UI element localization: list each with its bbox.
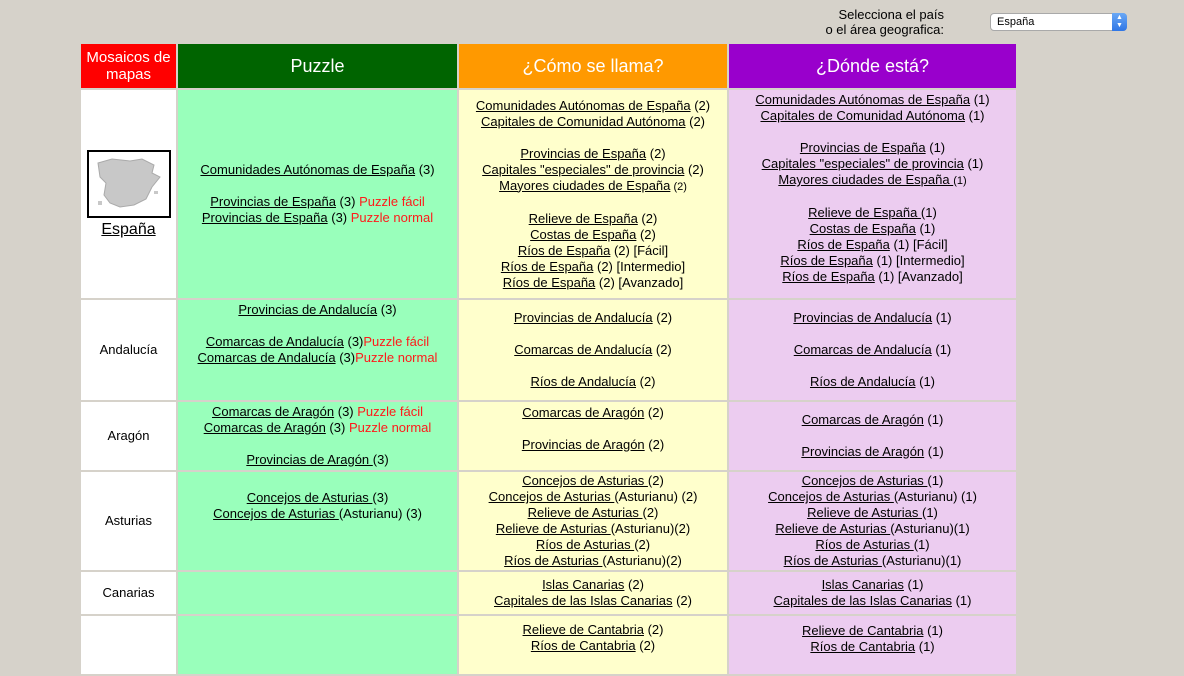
link[interactable]: Comunidades Autónomas de España [755,92,971,107]
link[interactable]: Ríos de España [797,237,890,252]
link[interactable]: Ríos de Cantabria [810,639,916,654]
list-item: Comarcas de Andalucía (1) [793,342,952,357]
list-item: Costas de España (2) [530,226,656,242]
link[interactable]: Provincias de Andalucía [238,302,378,317]
list-item: Comarcas de Andalucía (3)Puzzle normal [197,350,438,365]
list-item: Capitales "especiales" de provincia (1) [761,156,984,171]
list-item: Concejos de Asturias (Asturianu) (1) [768,489,977,504]
area-cell-andalucia: Andalucía [80,299,177,401]
list-item: Provincias de Andalucía (1) [793,310,952,325]
link-provincias-puzzle-normal[interactable]: Provincias de España [201,210,328,225]
link-provincias-puzzle-facil[interactable]: Provincias de España [210,194,336,209]
puzzle-facil-link[interactable]: Puzzle fácil [363,334,430,349]
area-cell-asturias: Asturias [80,471,177,571]
spain-map-icon [92,155,164,211]
table-row-andalucia [80,299,1017,401]
link[interactable]: Concejos de Asturias [246,490,373,505]
list-item: Comarcas de Aragón (2) [522,405,664,420]
list-item: Concejos de Asturias (1) [801,473,944,488]
donde-cell-aragon [728,401,1017,471]
donde-cell-asturias [728,471,1017,571]
table-row-canarias [80,571,1017,615]
como-cell-asturias [458,471,728,571]
list-item: Ríos de España (1) [Avanzado] [782,269,963,284]
area-link-espana[interactable]: España [101,221,156,238]
map-games-table [79,42,1018,676]
list-item: Mayores ciudades de España (2) [499,177,687,193]
header-row [80,43,1017,89]
link[interactable]: Ríos de Cantabria [530,638,636,653]
area-cell-cantabria [80,615,177,675]
list-item: Ríos de España (1) [Fácil] [797,237,948,252]
link[interactable]: Provincias de Andalucía [513,310,653,325]
link[interactable]: Ríos de Andalucía [530,374,637,389]
list-item: Ríos de Asturias (2) [535,537,651,552]
link[interactable]: Comarcas de Aragón [203,420,326,435]
link[interactable]: Comarcas de Andalucía [514,342,653,357]
como-cell-canarias [458,571,728,615]
link[interactable]: Ríos de Asturias [815,537,914,552]
list-item: Ríos de España (2) [Avanzado] [502,274,684,290]
link[interactable]: Ríos de España [502,274,596,290]
donde-cell-canarias [728,571,1017,615]
list-item: Relieve de Asturias (Asturianu)(2) [495,521,691,536]
link[interactable]: Relieve de España [528,210,638,226]
link[interactable]: Comarcas de Aragón [212,404,335,419]
list-item: Ríos de España (1) [Intermedio] [780,253,965,268]
link-comunidades-autonomas-puzzle[interactable]: Comunidades Autónomas de España [200,162,416,177]
list-item: Ríos de Asturias (1) [815,537,930,552]
link[interactable]: Relieve de Cantabria [802,623,924,638]
link[interactable]: Ríos de España [782,269,875,284]
select-updown-arrow-icon: ▲ ▼ [1112,13,1127,31]
link[interactable]: Ríos de Andalucía [809,374,916,389]
link[interactable]: Capitales "especiales" de provincia [761,156,964,171]
link[interactable]: Relieve de Asturias [807,505,922,520]
link[interactable]: Ríos de Asturias [504,553,603,568]
list-item: Ríos de Asturias (Asturianu)(1) [783,553,962,568]
header-donde-esta: ¿Dónde está? [728,43,1017,89]
link[interactable]: Comarcas de Aragón [801,412,924,427]
link[interactable]: Comarcas de Aragón [522,405,645,420]
list-item: Mayores ciudades de España (1) [778,172,967,187]
table-row-asturias [80,471,1017,571]
link[interactable]: Capitales "especiales" de provincia [482,161,685,177]
list-item: Ríos de Asturias (Asturianu)(2) [504,553,682,568]
link[interactable]: Islas Canarias [542,577,625,592]
list-item: Ríos de España (2) [Fácil] [517,242,669,258]
list-item: Capitales de las Islas Canarias (1) [773,593,972,608]
puzzle-cell-cantabria [177,615,458,675]
puzzle-normal-link[interactable]: Puzzle normal [348,420,432,435]
link[interactable]: Comarcas de Andalucía [197,350,336,365]
list-item: Provincias de Aragón (3) [246,452,389,467]
link[interactable]: Costas de España [530,226,637,242]
list-item: Provincias de España (3) Puzzle fácil [210,194,425,209]
list-item: Comarcas de Aragón (3) Puzzle fácil [212,404,423,419]
area-cell-canarias: Canarias [80,571,177,615]
list-item: Comunidades Autónomas de España (3) [200,162,435,177]
link[interactable]: Mayores ciudades de España [778,172,954,187]
list-item: Ríos de Cantabria (1) [810,639,935,654]
link[interactable]: Provincias de España [520,145,647,161]
list-item: Ríos de España (2) [Intermedio] [500,258,686,274]
link[interactable]: Provincias de Aragón [246,452,373,467]
area-select-value: España [997,16,1035,28]
list-item: Comunidades Autónomas de España (1) [755,92,990,107]
area-selector-label-line1: Selecciona el país [838,7,944,22]
link[interactable]: Ríos de España [517,242,611,258]
list-item: Concejos de Asturias (Asturianu) (3) [213,506,422,521]
link[interactable]: Relieve de Asturias [527,505,643,520]
link[interactable]: Provincias de España [799,140,926,155]
link[interactable]: Provincias de Aragón [521,437,645,452]
list-item: Relieve de España (1) [808,205,937,220]
link[interactable]: Comarcas de Andalucía [793,342,932,357]
como-cell-espana [458,89,728,299]
como-cell-cantabria [458,615,728,675]
list-item: Concejos de Asturias (2) [522,473,664,488]
list-item: Concejos de Asturias (3) [246,490,389,505]
como-cell-andalucia [458,299,728,401]
list-item: Provincias de España (3) Puzzle normal [201,210,434,225]
link[interactable]: Concejos de Asturias [488,489,615,504]
donde-cell-andalucia [728,299,1017,401]
donde-cell-cantabria [728,615,1017,675]
link[interactable]: Concejos de Asturias [768,489,894,504]
list-item: Relieve de Asturias (2) [527,505,659,520]
list-item: Provincias de Aragón (1) [801,444,944,459]
list-item: Islas Canarias (2) [542,577,644,592]
list-item: Islas Canarias (1) [821,577,924,592]
list-item: Comarcas de Andalucía (2) [514,342,672,357]
area-selector [820,7,1130,39]
link[interactable]: Comunidades Autónomas de España [475,97,691,113]
como-cell-aragon [458,401,728,471]
link[interactable]: Relieve de España [808,205,921,220]
list-item: Ríos de Andalucía (2) [530,374,656,389]
link[interactable]: Provincias de Andalucía [793,310,933,325]
list-item: Provincias de España (1) [799,140,946,155]
area-select[interactable] [990,13,1127,31]
donde-cell-espana [728,89,1017,299]
table-row-aragon [80,401,1017,471]
list-item: Provincias de España (2) [520,145,666,161]
puzzle-cell-espana [177,89,458,299]
list-item: Comarcas de Andalucía (3)Puzzle fácil [205,334,430,349]
link[interactable]: Costas de España [809,221,916,236]
list-item: Relieve de Asturias (Asturianu)(1) [775,521,970,536]
puzzle-facil-link[interactable]: Puzzle fácil [359,194,425,209]
list-item: Provincias de Andalucía (2) [513,310,673,325]
puzzle-cell-andalucia [177,299,458,401]
link[interactable]: Capitales de Comunidad Autónoma [480,113,686,129]
link[interactable]: Ríos de España [780,253,873,268]
area-selector-label [820,7,944,37]
puzzle-facil-link[interactable]: Puzzle fácil [357,404,423,419]
link[interactable]: Concejos de Asturias [522,473,648,488]
link[interactable]: Mayores ciudades de España [499,177,671,193]
link[interactable]: Capitales de Comunidad Autónoma [760,108,966,123]
list-item: Relieve de Cantabria (2) [522,622,664,637]
link[interactable]: Ríos de Asturias [783,553,882,568]
spain-map-thumbnail[interactable] [87,150,171,218]
table-row-cantabria [80,615,1017,675]
link[interactable]: Ríos de España [500,258,594,274]
list-item: Relieve de Cantabria (1) [802,623,943,638]
puzzle-cell-aragon [177,401,458,471]
link[interactable]: Concejos de Asturias [213,506,339,521]
list-item: Capitales de las Islas Canarias (2) [494,593,692,608]
area-selector-label-line2: o el área geografica: [825,22,944,37]
puzzle-cell-asturias [177,471,458,571]
area-cell-aragon: Aragón [80,401,177,471]
header-mosaicos: Mosaicos de mapas [80,43,177,89]
list-item: Ríos de Cantabria (2) [530,638,656,653]
link[interactable]: Capitales de las Islas Canarias [773,593,952,608]
link[interactable]: Relieve de Cantabria [522,622,644,637]
link[interactable]: Relieve de Asturias [495,521,611,536]
area-cell-espana [80,89,177,299]
link[interactable]: Ríos de Asturias [535,537,635,552]
header-puzzle: Puzzle [177,43,458,89]
list-item: Comarcas de Aragón (1) [801,412,944,427]
list-item: Comunidades Autónomas de España (2) [475,97,711,113]
list-item: Concejos de Asturias (Asturianu) (2) [488,489,698,504]
link[interactable]: Islas Canarias [821,577,904,592]
list-item: Capitales de Comunidad Autónoma (2) [480,113,706,129]
list-item: Capitales "especiales" de provincia (2) [482,161,704,177]
list-item: Costas de España (1) [809,221,936,236]
link[interactable]: Comarcas de Andalucía [205,334,344,349]
puzzle-cell-canarias [177,571,458,615]
header-como-se-llama: ¿Cómo se llama? [458,43,728,89]
link[interactable]: Capitales de las Islas Canarias [494,593,673,608]
puzzle-normal-link[interactable]: Puzzle normal [355,350,438,365]
list-item: Provincias de Andalucía (3) [238,302,397,317]
list-item: Comarcas de Aragón (3) Puzzle normal [203,420,432,435]
list-item: Ríos de Andalucía (1) [809,374,936,389]
puzzle-normal-link[interactable]: Puzzle normal [350,210,434,225]
link[interactable]: Relieve de Asturias [775,521,891,536]
table-row-espana [80,89,1017,299]
list-item: Relieve de Asturias (1) [807,505,938,520]
link[interactable]: Concejos de Asturias [801,473,928,488]
list-item: Relieve de España (2) [528,210,658,226]
list-item: Capitales de Comunidad Autónoma (1) [760,108,985,123]
list-item: Provincias de Aragón (2) [521,437,665,452]
link[interactable]: Provincias de Aragón [801,444,925,459]
